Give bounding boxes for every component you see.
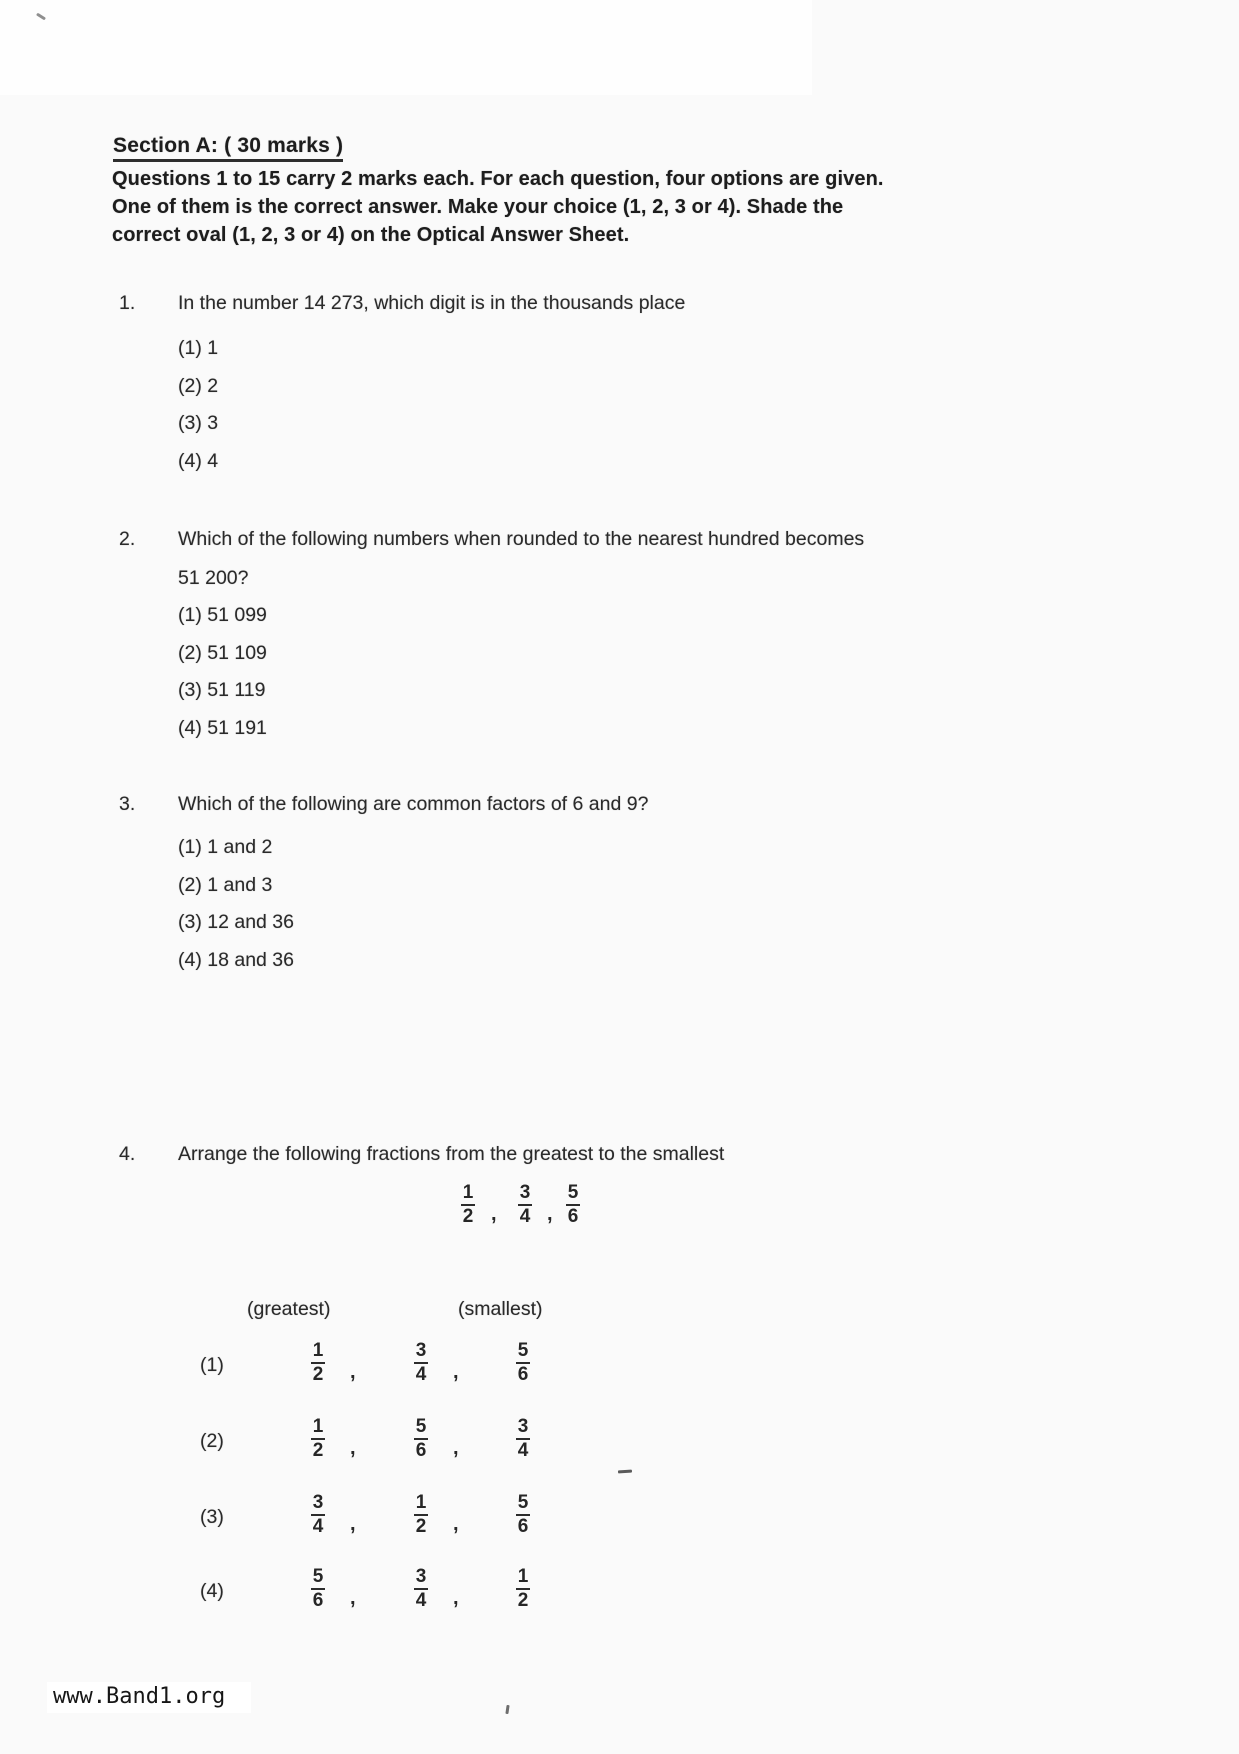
scan-artifact-dash bbox=[618, 1470, 632, 1474]
option-1: (1) 1 bbox=[178, 337, 219, 359]
instructions-line: One of them is the correct answer. Make your choice (1, 2, 3 or 4). Shade the bbox=[112, 196, 844, 218]
fraction-numerator: 3 bbox=[517, 1416, 529, 1437]
option-label: (1) bbox=[200, 1354, 224, 1376]
comma-separator: , bbox=[350, 1437, 356, 1459]
fraction-numerator: 1 bbox=[312, 1340, 324, 1361]
comma-separator: , bbox=[350, 1513, 356, 1535]
fraction-numerator: 3 bbox=[519, 1182, 531, 1203]
fraction-numerator: 5 bbox=[312, 1566, 324, 1587]
comma-separator: , bbox=[453, 1437, 459, 1459]
option-label: (3) bbox=[200, 1506, 224, 1528]
option-2: (2) 2 bbox=[178, 374, 219, 397]
fraction-numerator: 5 bbox=[415, 1416, 427, 1437]
comma-separator: , bbox=[547, 1203, 553, 1225]
instructions-line: correct oval (1, 2, 3 or 4) on the Optical Answer Sheet. bbox=[112, 224, 630, 246]
option-2: (2) 1 and 3 bbox=[178, 873, 273, 896]
scan-artifact-speck bbox=[505, 1705, 509, 1714]
fraction bbox=[305, 1493, 331, 1537]
question-text: Which of the following numbers when rounded to the nearest hundred becomes bbox=[178, 528, 865, 550]
option-1: (1) 51 099 bbox=[178, 604, 267, 626]
option-3: (3) 3 bbox=[178, 412, 219, 434]
smallest-label: (smallest) bbox=[458, 1298, 543, 1320]
option-1: (1) 1 and 2 bbox=[178, 836, 273, 858]
fraction-numerator: 1 bbox=[415, 1492, 427, 1513]
instructions-line: Questions 1 to 15 carry 2 marks each. For each question, four options are given. bbox=[112, 168, 884, 190]
question-number: 3. bbox=[119, 793, 136, 815]
fraction bbox=[510, 1493, 536, 1537]
question-text: In the number 14 273, which digit is in the thousands place bbox=[178, 292, 686, 314]
fraction-denominator: 6 bbox=[567, 1206, 579, 1227]
fraction-denominator: 2 bbox=[312, 1440, 324, 1461]
question-number: 4. bbox=[119, 1143, 136, 1165]
fraction-numerator: 1 bbox=[462, 1182, 474, 1203]
fraction-denominator: 4 bbox=[415, 1590, 427, 1611]
fraction-numerator: 5 bbox=[567, 1182, 579, 1203]
question-text: Which of the following are common factors of 6 and 9? bbox=[178, 793, 649, 815]
question-4-option-4 bbox=[200, 1567, 600, 1619]
fraction bbox=[512, 1183, 538, 1227]
question-2-options bbox=[178, 604, 267, 754]
option-4: (4) 4 bbox=[178, 449, 219, 472]
fraction bbox=[305, 1417, 331, 1461]
fraction-denominator: 4 bbox=[415, 1364, 427, 1385]
option-4: (4) 18 and 36 bbox=[178, 948, 295, 971]
fraction bbox=[510, 1567, 536, 1611]
option-label: (2) bbox=[200, 1430, 224, 1452]
comma-separator: , bbox=[350, 1361, 356, 1383]
fraction bbox=[408, 1493, 434, 1537]
fraction-denominator: 6 bbox=[415, 1440, 427, 1461]
fraction-numerator: 3 bbox=[415, 1340, 427, 1361]
option-3: (3) 12 and 36 bbox=[178, 911, 295, 933]
option-label: (4) bbox=[200, 1580, 224, 1602]
comma-separator: , bbox=[491, 1203, 497, 1225]
fraction-numerator: 3 bbox=[415, 1566, 427, 1587]
fraction bbox=[408, 1417, 434, 1461]
comma-separator: , bbox=[350, 1587, 356, 1609]
question-4-option-2 bbox=[200, 1417, 600, 1469]
footer-url: www.Band1.org bbox=[47, 1682, 251, 1713]
fraction-denominator: 6 bbox=[312, 1590, 324, 1611]
comma-separator: , bbox=[453, 1361, 459, 1383]
fraction bbox=[408, 1341, 434, 1385]
fraction-denominator: 2 bbox=[462, 1206, 474, 1227]
option-2: (2) 51 109 bbox=[178, 641, 267, 664]
question-1-options bbox=[178, 337, 218, 487]
fraction-denominator: 6 bbox=[517, 1364, 529, 1385]
question-text-continued: 51 200? bbox=[178, 567, 249, 589]
comma-separator: , bbox=[453, 1587, 459, 1609]
greatest-label: (greatest) bbox=[247, 1298, 331, 1320]
fraction bbox=[510, 1341, 536, 1385]
question-number: 2. bbox=[119, 528, 136, 550]
fraction-denominator: 4 bbox=[312, 1516, 324, 1537]
fraction-numerator: 5 bbox=[517, 1340, 529, 1361]
fraction-numerator: 1 bbox=[312, 1416, 324, 1437]
fraction-denominator: 2 bbox=[517, 1590, 529, 1611]
fraction bbox=[408, 1567, 434, 1611]
question-text: Arrange the following fractions from the greatest to the smallest bbox=[178, 1143, 725, 1165]
fraction bbox=[455, 1183, 481, 1227]
fraction-numerator: 1 bbox=[517, 1566, 529, 1587]
given-fractions bbox=[447, 1183, 607, 1233]
comma-separator: , bbox=[453, 1513, 459, 1535]
question-4-option-1 bbox=[200, 1341, 600, 1393]
scan-bright-band bbox=[0, 0, 812, 95]
fraction-numerator: 5 bbox=[517, 1492, 529, 1513]
option-4: (4) 51 191 bbox=[178, 716, 267, 739]
fraction-denominator: 4 bbox=[519, 1206, 531, 1227]
fraction bbox=[305, 1567, 331, 1611]
fraction bbox=[510, 1417, 536, 1461]
fraction-denominator: 2 bbox=[415, 1516, 427, 1537]
fraction bbox=[305, 1341, 331, 1385]
question-number: 1. bbox=[119, 292, 136, 314]
fraction bbox=[560, 1183, 586, 1227]
section-instructions bbox=[112, 165, 972, 249]
fraction-numerator: 3 bbox=[312, 1492, 324, 1513]
question-4-option-3 bbox=[200, 1493, 600, 1545]
question-3-options bbox=[178, 836, 294, 986]
fraction-denominator: 4 bbox=[517, 1440, 529, 1461]
fraction-denominator: 2 bbox=[312, 1364, 324, 1385]
option-3: (3) 51 119 bbox=[178, 679, 266, 701]
section-title: Section A: ( 30 marks ) bbox=[113, 134, 343, 162]
fraction-denominator: 6 bbox=[517, 1516, 529, 1537]
